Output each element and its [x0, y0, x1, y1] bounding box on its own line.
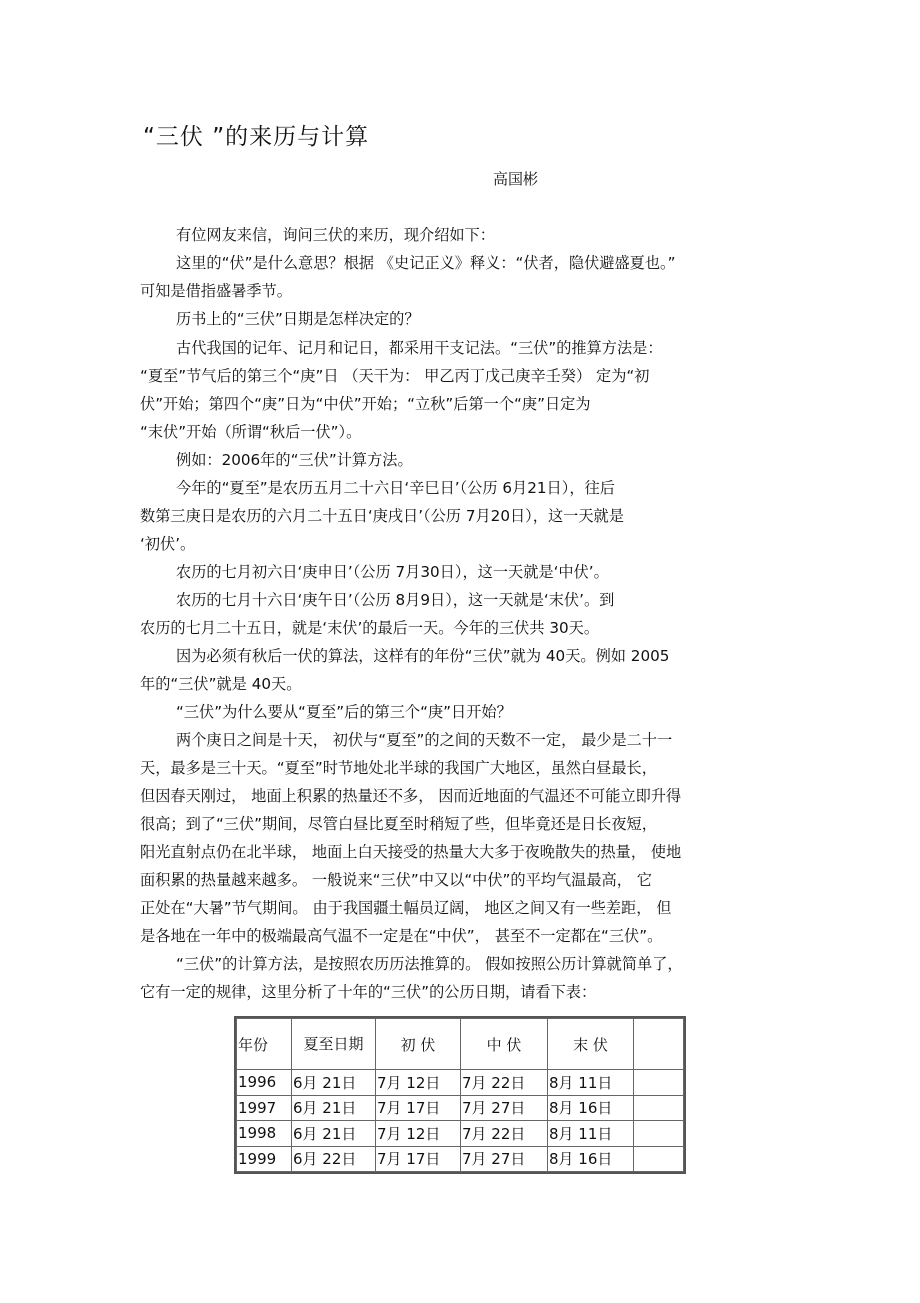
cell-year: 1998 — [237, 1121, 292, 1147]
header-year: 年份 — [237, 1019, 292, 1070]
cell-year: 1997 — [237, 1095, 292, 1121]
body-line: 但因春天刚过， 地面上积累的热量还不多， 因而近地面的气温还不可能立即升得 — [140, 787, 682, 805]
body-line: 农历的七月十六日‘庚午日’（公历 8月9日），这一天就是‘末伏’。到 — [176, 591, 615, 609]
table-row — [237, 1121, 684, 1147]
body-line: “三伏”为什么要从“夏至”后的第三个“庚”日开始？ — [176, 703, 512, 721]
table-row — [237, 1070, 684, 1096]
body-line: 天，最多是三十天。“夏至”时节地处北半球的我国广大地区，虽然白昼最长， — [140, 759, 657, 777]
cell-zhongfu: 7月 22日 — [461, 1070, 548, 1096]
body-line: 阳光直射点仍在北半球， 地面上白天接受的热量大大多于夜晚散失的热量， 使地 — [140, 843, 682, 861]
cell-blank — [634, 1121, 684, 1147]
cell-mofu: 8月 11日 — [548, 1121, 634, 1147]
body-line: 农历的七月初六日‘庚申日’（公历 7月30日），这一天就是‘中伏’。 — [176, 563, 609, 581]
header-chufu: 初 伏 — [376, 1019, 461, 1070]
body-line: 因为必须有秋后一伏的算法，这样有的年份“三伏”就为 40天。例如 2005 — [176, 647, 670, 665]
author-name: 高国彬 — [493, 170, 539, 188]
body-line: 它有一定的规律，这里分析了十年的“三伏”的公历日期，请看下表： — [140, 983, 597, 1001]
body-line: 例如：2006年的“三伏”计算方法。 — [176, 451, 413, 469]
body-line: 农历的七月二十五日，就是‘末伏’的最后一天。今年的三伏共 30天。 — [140, 619, 600, 637]
cell-blank — [634, 1146, 684, 1172]
cell-chufu: 7月 17日 — [376, 1095, 461, 1121]
cell-xiazhi: 6月 21日 — [292, 1095, 376, 1121]
body-line: 今年的“夏至”是农历五月二十六日‘辛巳日’（公历 6月21日），往后 — [176, 479, 615, 497]
cell-mofu: 8月 11日 — [548, 1070, 634, 1096]
cell-year: 1999 — [237, 1146, 292, 1172]
body-line: 面积累的热量越来越多。 一般说来“三伏”中又以“中伏”的平均气温最高， 它 — [140, 871, 652, 889]
table-row — [237, 1146, 684, 1172]
body-line: 历书上的“三伏”日期是怎样决定的？ — [176, 310, 420, 328]
body-line: 这里的“伏”是什么意思？根据 《史记正义》释义：“伏者，隐伏避盛夏也。” — [176, 254, 676, 272]
cell-year: 1996 — [237, 1070, 292, 1096]
table-row — [237, 1095, 684, 1121]
cell-mofu: 8月 16日 — [548, 1095, 634, 1121]
body-line: 有位网友来信，询问三伏的来历，现介绍如下： — [176, 226, 495, 244]
header-blank — [634, 1019, 684, 1070]
cell-mofu: 8月 16日 — [548, 1146, 634, 1172]
body-line: ‘初伏’。 — [140, 535, 196, 553]
cell-chufu: 7月 12日 — [376, 1121, 461, 1147]
cell-blank — [634, 1095, 684, 1121]
body-line: 数第三庚日是农历的六月二十五日‘庚戌日’（公历 7月20日），这一天就是 — [140, 507, 624, 525]
page-title: “三伏 ”的来历与计算 — [143, 124, 370, 150]
body-line: “末伏”开始（所谓“秋后一伏”）。 — [140, 423, 362, 441]
body-line: “夏至”节气后的第三个“庚”日 （天干为： 甲乙丙丁戊己庚辛壬癸） 定为“初 — [140, 367, 650, 385]
body-line: 伏”开始；第四个“庚”日为“中伏”开始；“立秋”后第一个“庚”日定为 — [140, 395, 591, 413]
body-line: 是各地在一年中的极端最高气温不一定是在“中伏”， 甚至不一定都在“三伏”。 — [140, 927, 663, 945]
cell-zhongfu: 7月 22日 — [461, 1121, 548, 1147]
body-line: 正处在“大暑”节气期间。 由于我国疆土幅员辽阔， 地区之间又有一些差距， 但 — [140, 899, 672, 917]
cell-chufu: 7月 12日 — [376, 1070, 461, 1096]
body-line: 可知是借指盛暑季节。 — [140, 282, 292, 300]
body-line: 两个庚日之间是十天， 初伏与“夏至”的之间的天数不一定， 最少是二十一 — [176, 731, 673, 749]
body-line: “三伏”的计算方法，是按照农历历法推算的。 假如按照公历计算就简单了， — [176, 955, 683, 973]
cell-blank — [634, 1070, 684, 1096]
cell-xiazhi: 6月 21日 — [292, 1121, 376, 1147]
cell-chufu: 7月 17日 — [376, 1146, 461, 1172]
body-line: 古代我国的记年、记月和记日，都采用干支记法。“三伏”的推算方法是： — [176, 339, 663, 357]
body-line: 年的“三伏”就是 40天。 — [140, 675, 302, 693]
header-zhongfu: 中 伏 — [461, 1019, 548, 1070]
table-header-row — [237, 1019, 684, 1070]
header-xiazhi-date: 夏至日期 — [292, 1019, 376, 1070]
body-line: 很高；到了“三伏”期间，尽管白昼比夏至时稍短了些，但毕竟还是日长夜短， — [140, 815, 657, 833]
cell-zhongfu: 7月 27日 — [461, 1146, 548, 1172]
cell-xiazhi: 6月 22日 — [292, 1146, 376, 1172]
cell-zhongfu: 7月 27日 — [461, 1095, 548, 1121]
header-mofu: 末 伏 — [548, 1019, 634, 1070]
sanfu-dates-table — [234, 1016, 686, 1174]
cell-xiazhi: 6月 21日 — [292, 1070, 376, 1096]
